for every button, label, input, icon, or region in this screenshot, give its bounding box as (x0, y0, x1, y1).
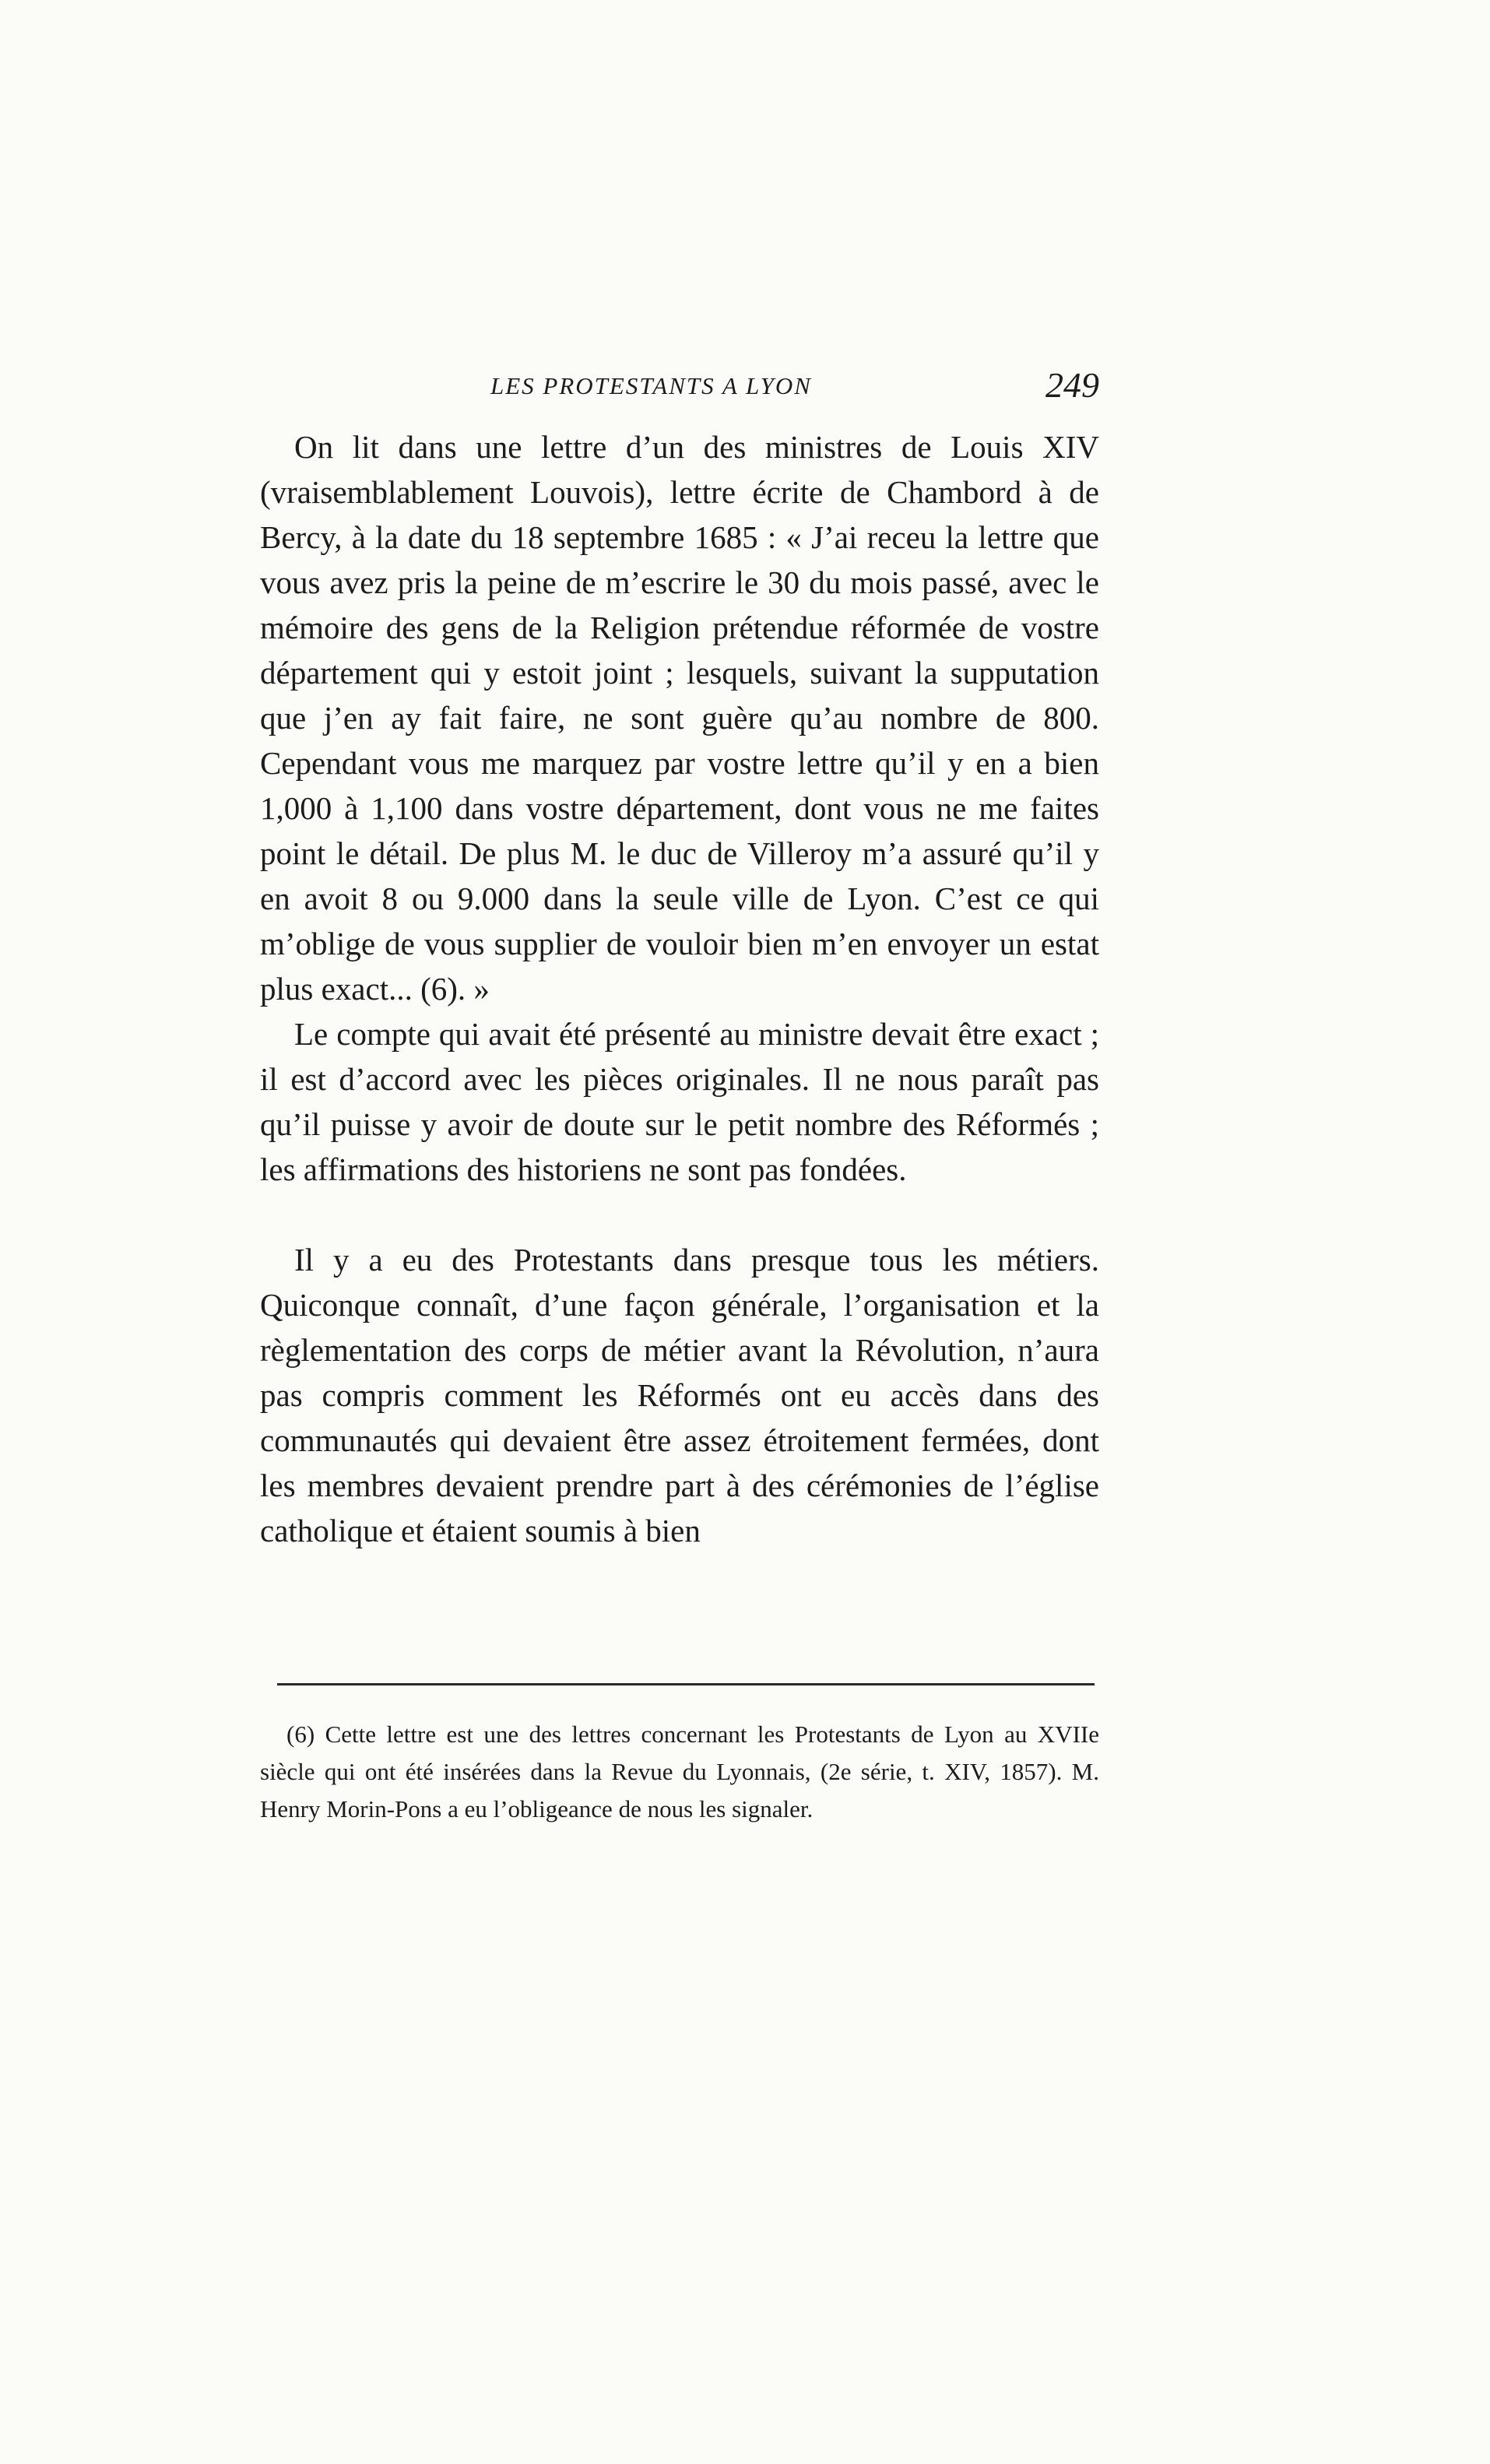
page-number: 249 (1045, 365, 1099, 405)
paragraph-trades: Il y a eu des Protestants dans presque tous les métiers. Quiconque connaît, d’une façon générale, l’organisation et la règlementation des corps de métier avant la Révolution, n’aura pas compris comment les Réformés ont eu accès dans des communautés qui devaient être assez étroitement fermées, dont les membres devaient prendre part à des cérémonies de l’église catholique et étaient soumis à bien (260, 1242, 1099, 1548)
footnote-6: (6) Cette lettre est une des lettres concernant les Protestants de Lyon au XVIIe siècle qui ont été insérées dans la Revue du Lyonnais, (2e série, t. XIV, 1857). M. Henry Morin-Pons a eu l’obligeance de nous les signaler. (260, 1721, 1099, 1823)
footnote-divider (277, 1683, 1095, 1685)
paragraph-louvois-letter: On lit dans une lettre d’un des ministres de Louis XIV (vraisemblablement Louvois), lettre écrite de Chambord à de Bercy, à la date du 18 septembre 1685 : « J’ai receu la lettre que vous avez pris la peine de m’escrire le 30 du mois passé, avec le mémoire des gens de la Religion prétendue réformée de vostre département qui y estoit joint ; lesquels, suivant la supputation que j’en ay fait faire, ne sont guère qu’au nombre de 800. Cependant vous me marquez par vostre lettre qu’il y en a bien 1,000 à 1,100 dans vostre département, dont vous ne me faites point le détail. De plus M. le duc de Villeroy m’a assuré qu’il y en avoit 8 ou 9.000 dans la seule ville de Lyon. C’est ce qui m’oblige de vous supplier de vouloir bien m’en envoyer un estat plus exact... (6). » (260, 429, 1099, 1007)
paragraph-count-exact: Le compte qui avait été présenté au ministre devait être exact ; il est d’accord avec les pièces originales. Il ne nous paraît pas qu’il puisse y avoir de doute sur le petit nombre des Réformés ; les affirmations des historiens ne sont pas fondées. (260, 1016, 1099, 1187)
page-header (260, 366, 1099, 413)
body-text (260, 424, 1099, 1553)
running-head: LES PROTESTANTS A LYON (490, 372, 812, 399)
